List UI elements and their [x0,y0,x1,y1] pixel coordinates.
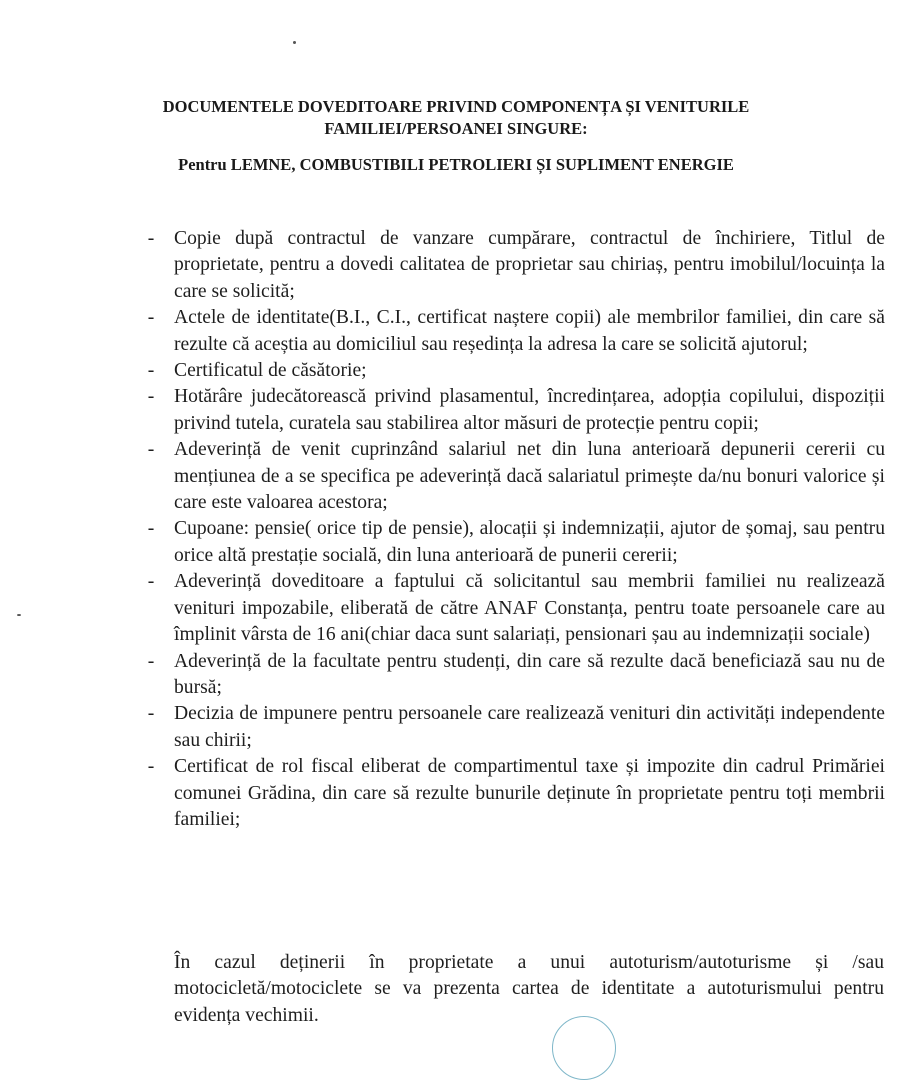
list-item-text: Actele de identitate(B.I., C.I., certificat naștere copii) ale membrilor familiei, din care să rezulte că aceștia au domiciliul sau reședința la adresa la care se solicită ajutorul; [174,307,885,355]
list-item [145,569,885,648]
scan-speck [17,614,21,616]
bullet-dash: - [147,360,155,382]
list-item-text: Copie după contractul de vanzare cumpărare, contractul de închiriere, Titlul de proprietate, pentru a dovedi calitatea de proprietar sau chiriaș, pentru imobilul/locuința la care se solicită; [174,228,885,302]
bullet-dash: - [147,439,155,461]
list-item-text: Cupoane: pensie( orice tip de pensie), alocații și indemnizații, ajutor de șomaj, sau pentru orice altă prestație socială, din luna anterioară de punerii cererii; [174,518,885,566]
list-item [145,384,885,437]
list-item [145,701,885,754]
bullet-dash: - [147,307,155,329]
list-item [145,754,885,833]
bullet-dash: - [147,756,155,778]
list-item-text: Adeverință de venit cuprinzând salariul net din luna anterioară depunerii cererii cu mențiunea de a se specifica pe adeverință dacă salariatul primește da/nu bonuri valorice și care este valoarea acestora; [174,439,885,514]
official-stamp-icon [552,1016,616,1080]
bullet-dash: - [147,386,155,408]
list-item [145,649,885,702]
list-item-text: Adeverință doveditoare a faptului că solicitantul sau membrii familiei nu realizează venituri impozabile, eliberată de către ANAF Constanța, pentru toate persoanele care au împlinit vârsta de 16 ani(chiar daca sunt salariați, pensionari șau au indemnizații sociale) [174,571,885,646]
vehicle-note-paragraph: În cazul deținerii în proprietate a unui autoturism/autoturisme și /sau motocicletă/motociclete se va prezenta cartea de identitate a autoturismului pentru evidența vechimii. [174,952,884,1026]
list-item-text: Certificat de rol fiscal eliberat de compartimentul taxe și impozite din cadrul Primăriei comunei Grădina, din care să rezulte bunurile deținute în proprietate pentru toți membrii familiei; [174,756,885,830]
list-item [145,226,885,305]
required-documents-list [145,226,885,833]
list-item-text: Adeverință de la facultate pentru studenți, din care să rezulte dacă beneficiază sau nu de bursă; [174,650,885,698]
bullet-dash: - [147,571,155,593]
list-item [145,437,885,516]
list-item [145,305,885,358]
bullet-dash: - [147,518,155,540]
document-title-line-2: FAMILIEI/PERSOANEI SINGURE: [324,119,588,138]
document-title-line-1: DOCUMENTELE DOVEDITOARE PRIVIND COMPONENȚA ȘI VENITURILE [162,97,750,116]
document-subtitle: Pentru LEMNE, COMBUSTIBILI PETROLIERI ȘI SUPLIMENT ENERGIE [178,155,734,174]
list-item [145,516,885,569]
list-item-text: Decizia de impunere pentru persoanele care realizează venituri din activități independente sau chirii; [174,703,885,751]
list-item [145,358,885,384]
bullet-dash: - [147,703,155,725]
list-item-text: Certificatul de căsătorie; [174,360,367,382]
bullet-dash: - [147,650,155,672]
list-item-text: Hotărâre judecătorească privind plasamentul, încredințarea, adopția copilului, dispoziții privind tutela, curatela sau stabilirea altor măsuri de protecție pentru copii; [174,386,885,434]
scan-speck [293,41,296,44]
bullet-dash: - [147,228,155,249]
